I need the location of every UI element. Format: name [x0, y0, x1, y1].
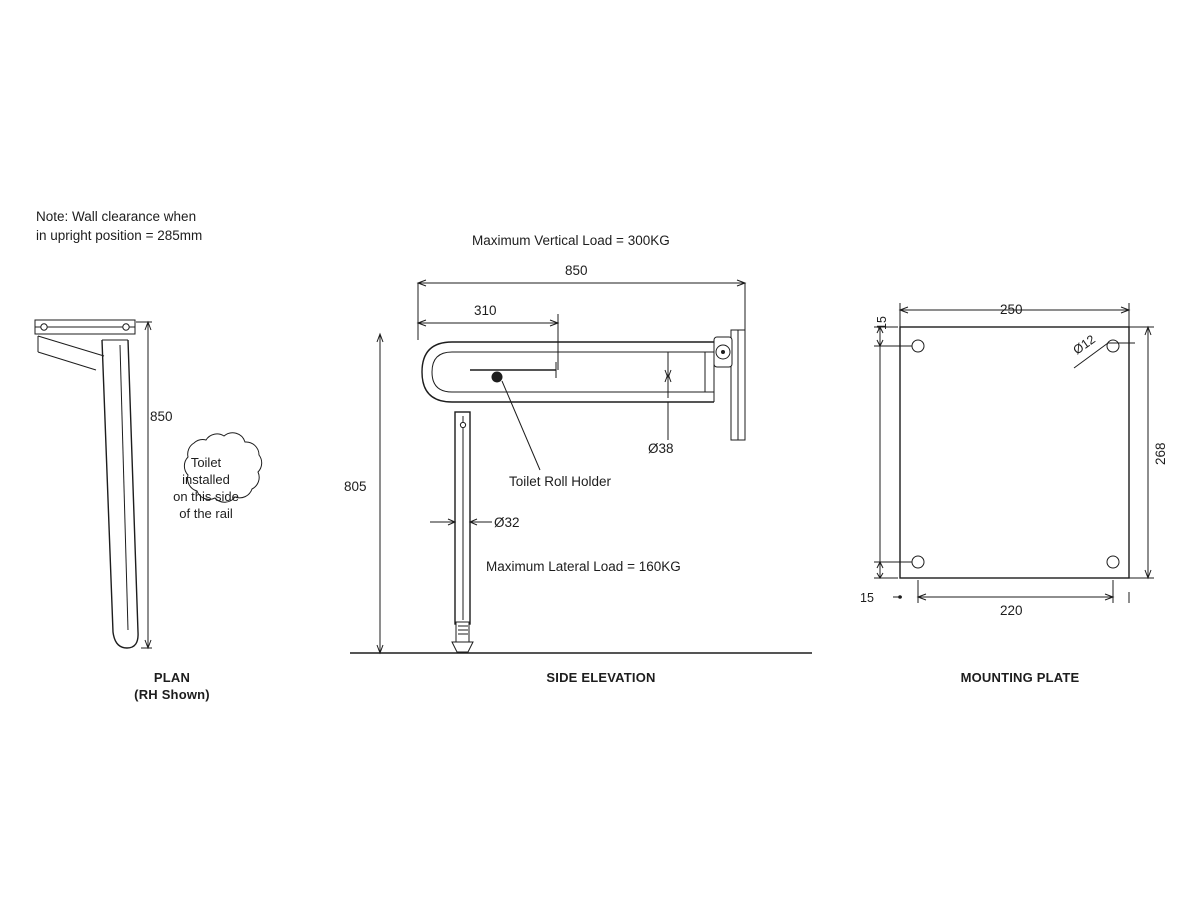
height-dimension: 805	[344, 479, 367, 494]
side-elevation-title: SIDE ELEVATION	[546, 670, 656, 685]
plate-hole-diameter: Ø12	[1070, 332, 1098, 358]
mounting-plate-title: MOUNTING PLATE	[960, 670, 1080, 685]
side-elevation-geometry	[350, 280, 812, 653]
plan-view-subtitle: (RH Shown)	[134, 687, 210, 702]
plate-height-dimension: 268	[1153, 442, 1168, 465]
plate-width-dimension: 250	[1000, 302, 1023, 317]
plan-height-dimension: 850	[150, 409, 173, 424]
overall-length-dimension: 850	[565, 263, 588, 278]
toilet-side-bubble-line3: on this side	[173, 489, 239, 504]
horizontal-tube-diameter: Ø38	[648, 441, 674, 456]
plate-hole-spacing-dimension: 220	[1000, 603, 1023, 618]
plate-edge-top-dimension: 15	[875, 316, 889, 330]
toilet-side-bubble-line2: installed	[182, 472, 230, 487]
max-vertical-load-label: Maximum Vertical Load = 300KG	[472, 233, 670, 248]
wall-clearance-note-line1: Note: Wall clearance when	[36, 209, 197, 224]
max-lateral-load-label: Maximum Lateral Load = 160KG	[486, 559, 681, 574]
plan-view-title: PLAN	[153, 670, 191, 685]
plate-edge-bottom-dimension: 15	[860, 591, 874, 605]
wall-clearance-note-line2: in upright position = 285mm	[36, 228, 203, 243]
toilet-side-bubble-line1: Toilet	[190, 455, 222, 470]
leg-tube-diameter: Ø32	[494, 515, 520, 530]
toilet-side-bubble-line4: of the rail	[179, 506, 233, 521]
toilet-roll-holder-label: Toilet Roll Holder	[509, 474, 612, 489]
inner-length-dimension: 310	[474, 303, 497, 318]
mounting-plate-geometry	[874, 303, 1154, 603]
